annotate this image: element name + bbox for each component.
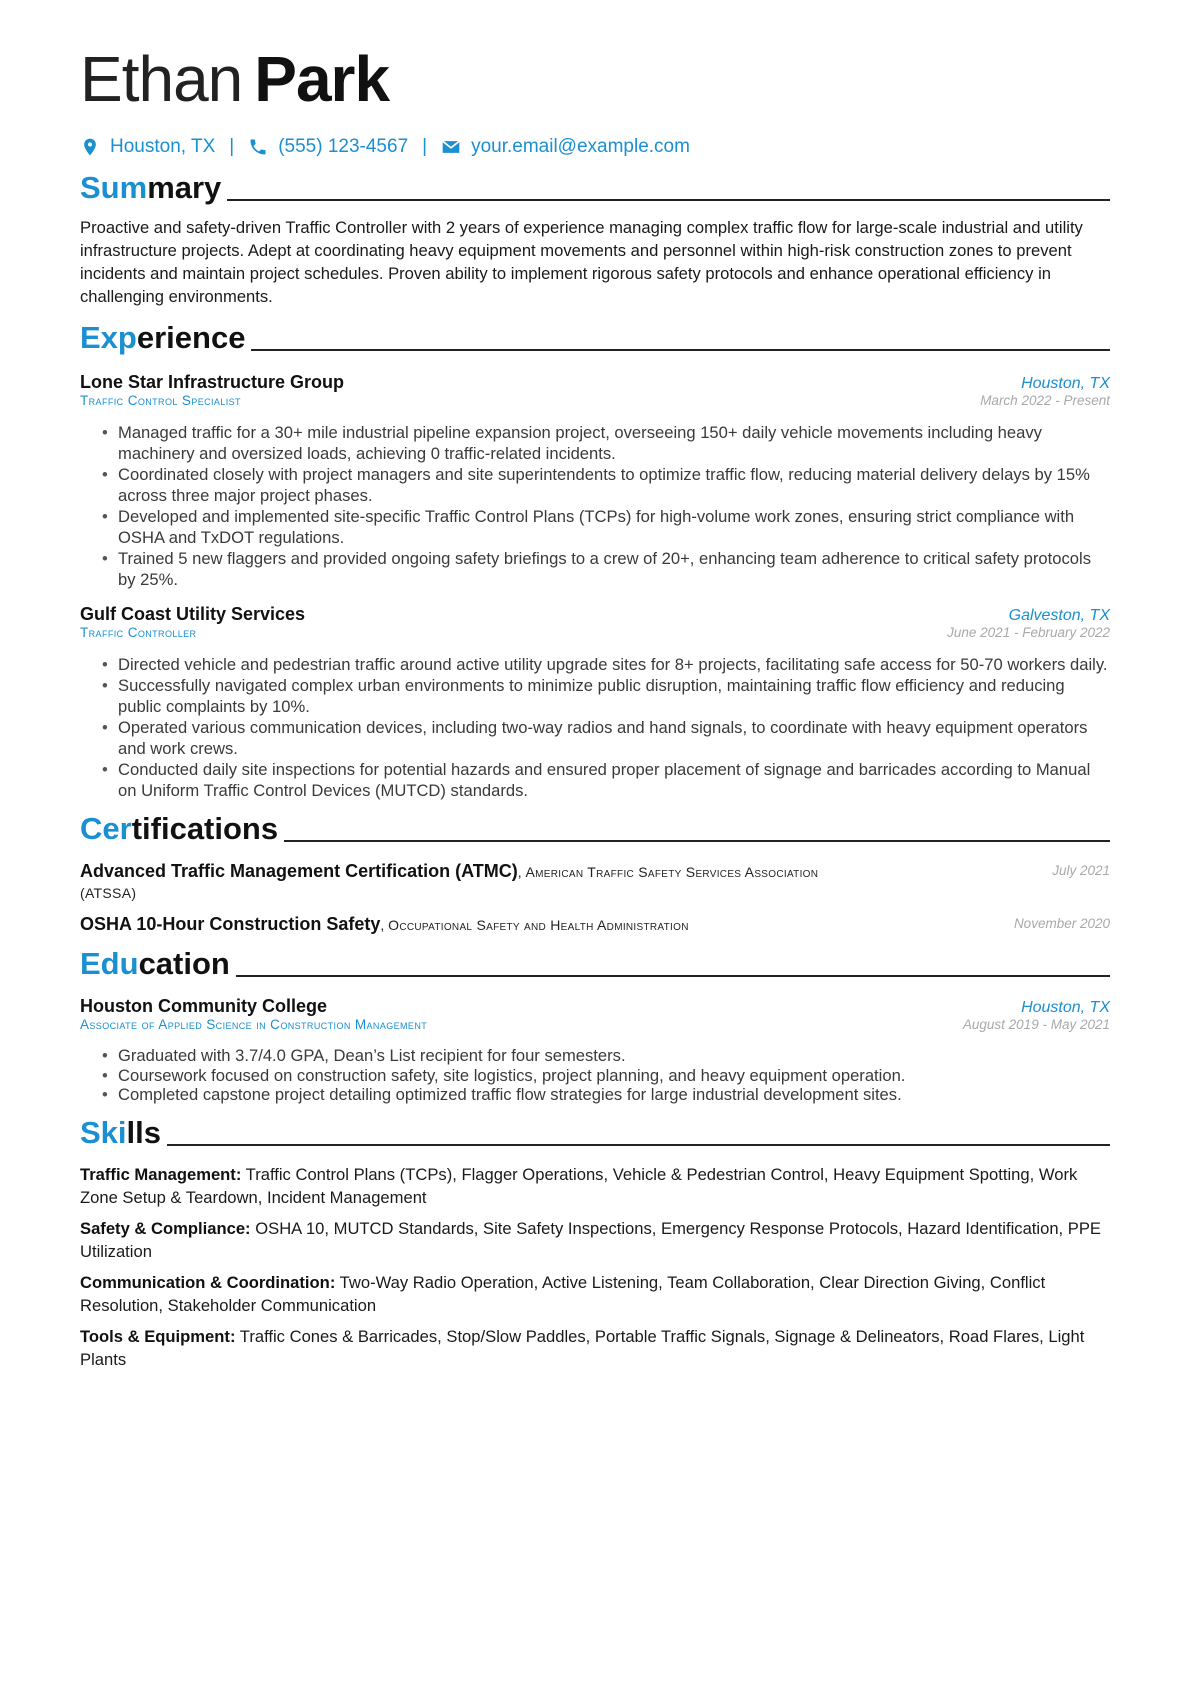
section-rule	[284, 840, 1110, 842]
skills-heading: Skills	[80, 1113, 1110, 1151]
skill-values: Traffic Cones & Barricades, Stop/Slow Paddles, Portable Traffic Signals, Signage & Delineators, Road Flares, Light Plants	[80, 1326, 1085, 1369]
summary-heading: Summary	[80, 168, 1110, 206]
contact-separator: |	[422, 136, 428, 157]
contact-line	[80, 134, 1110, 160]
list-item: • Operated various communication devices, including two-way radios and hand signals, to coordinate with heavy equipment operators and work crews.	[102, 717, 1110, 759]
skill-label: Traffic Management:	[80, 1164, 242, 1184]
job-location: Houston, TX	[1021, 375, 1110, 392]
certification-name: OSHA 10-Hour Construction Safety	[80, 914, 381, 934]
list-item: • Developed and implemented site-specific Traffic Control Plans (TCPs) for high-volume work zones, ensuring strict compliance with OSHA and TxDOT regulations.	[102, 506, 1110, 548]
email-link[interactable]: your.email@example.com	[471, 136, 690, 157]
job-dates: June 2021 - February 2022	[947, 625, 1110, 640]
certification-item: OSHA 10-Hour Construction Safety, Occupational Safety and Health Administration November 2020	[80, 914, 1110, 934]
job-company: Gulf Coast Utility Services	[80, 604, 306, 624]
skill-group	[80, 1217, 1110, 1263]
list-item: • Completed capstone project detailing optimized traffic flow strategies for large industrial development sites.	[102, 1085, 1110, 1105]
phone-text[interactable]: (555) 123-4567	[278, 136, 409, 157]
contact-phone[interactable]	[248, 136, 408, 158]
list-item: • Graduated with 3.7/4.0 GPA, Dean’s List recipient for four semesters.	[102, 1046, 1110, 1066]
skill-label: Tools & Equipment:	[80, 1326, 236, 1346]
location-text: Houston, TX	[110, 136, 216, 157]
list-item: • Managed traffic for a 30+ mile industrial pipeline expansion project, overseeing 150+ daily vehicle movements including heavy machinery and oversized loads, achieving 0 traffic-related incidents.	[102, 422, 1110, 464]
degree: Associate of Applied Science in Construction Management	[80, 1017, 428, 1032]
contact-location	[80, 136, 215, 158]
first-name: Ethan	[80, 43, 243, 115]
last-name: Park	[254, 43, 390, 115]
school-name: Houston Community College	[80, 996, 327, 1016]
education-heading: Education	[80, 944, 1110, 982]
section-rule	[236, 975, 1110, 977]
section-rule	[251, 349, 1110, 351]
job-location: Galveston, TX	[1008, 607, 1110, 624]
skill-values: OSHA 10, MUTCD Standards, Site Safety Inspections, Emergency Response Protocols, Hazard Identification, PPE Utilization	[80, 1218, 1101, 1261]
skill-values: Two-Way Radio Operation, Active Listening, Team Collaboration, Clear Direction Giving, Conflict Resolution, Stakeholder Communication	[80, 1272, 1046, 1315]
job-entry	[80, 604, 1110, 801]
list-item: • Successfully navigated complex urban environments to minimize public disruption, maintaining traffic flow efficiency and reducing public complaints by 10%.	[102, 675, 1110, 717]
phone-icon	[248, 137, 268, 157]
skill-values: Traffic Control Plans (TCPs), Flagger Operations, Vehicle & Pedestrian Control, Heavy Equipment Spotting, Work Zone Setup & Teardown, Incident Management	[80, 1164, 1078, 1207]
summary-text: Proactive and safety-driven Traffic Controller with 2 years of experience managing complex traffic flow for large-scale industrial and utility infrastructure projects. Adept at coordinating heavy equipment movements and personnel within high-risk construction zones to prevent incidents and maintain project schedules. Proven ability to implement rigorous safety protocols and enhance operational efficiency in challenging environments.	[80, 218, 1083, 306]
job-company: Lone Star Infrastructure Group	[80, 372, 345, 392]
job-bullets	[80, 422, 1110, 590]
school-location: Houston, TX	[1021, 999, 1110, 1016]
experience-heading: Experience	[80, 318, 1110, 356]
certification-date: July 2021	[1052, 863, 1110, 878]
envelope-icon	[441, 137, 461, 157]
skill-group	[80, 1271, 1110, 1317]
job-bullets	[80, 654, 1110, 801]
skill-group	[80, 1163, 1110, 1209]
certification-org: American Traffic Safety Services Association (ATSSA)	[80, 864, 819, 901]
candidate-name	[80, 38, 1110, 120]
map-pin-icon	[80, 137, 100, 157]
contact-separator: |	[229, 136, 235, 157]
section-rule	[167, 1144, 1110, 1146]
job-dates: March 2022 - Present	[980, 393, 1110, 408]
section-rule	[227, 199, 1110, 201]
certification-name: Advanced Traffic Management Certification (ATMC)	[80, 861, 518, 881]
certification-item: Advanced Traffic Management Certification (ATMC), American Traffic Safety Services Association (ATSSA) July 2021	[80, 861, 1110, 901]
education-dates: August 2019 - May 2021	[962, 1017, 1110, 1032]
contact-email[interactable]	[441, 136, 690, 158]
list-item: • Conducted daily site inspections for potential hazards and ensured proper placement of signage and barricades according to Manual on Uniform Traffic Control Devices (MUTCD) standards.	[102, 759, 1110, 801]
skill-label: Safety & Compliance:	[80, 1218, 251, 1238]
skill-group	[80, 1325, 1110, 1371]
education-entry	[80, 996, 1110, 1105]
certifications-heading: Certifications	[80, 809, 1110, 847]
education-bullets	[80, 1046, 1110, 1105]
certification-org: Occupational Safety and Health Administration	[388, 917, 689, 933]
list-item: • Coordinated closely with project managers and site superintendents to optimize traffic flow, reducing material delivery delays by 15% across three major project phases.	[102, 464, 1110, 506]
certification-date: November 2020	[1013, 916, 1110, 931]
list-item: • Trained 5 new flaggers and provided ongoing safety briefings to a crew of 20+, enhancing team adherence to critical safety protocols by 25%.	[102, 548, 1110, 590]
job-role: Traffic Control Specialist	[80, 393, 241, 408]
job-role: Traffic Controller	[80, 625, 197, 640]
skill-label: Communication & Coordination:	[80, 1272, 336, 1292]
list-item: • Directed vehicle and pedestrian traffic around active utility upgrade sites for 8+ projects, facilitating safe access for 50-70 workers daily.	[102, 654, 1110, 675]
job-entry	[80, 372, 1110, 590]
list-item: • Coursework focused on construction safety, site logistics, project planning, and heavy equipment operation.	[102, 1066, 1110, 1086]
